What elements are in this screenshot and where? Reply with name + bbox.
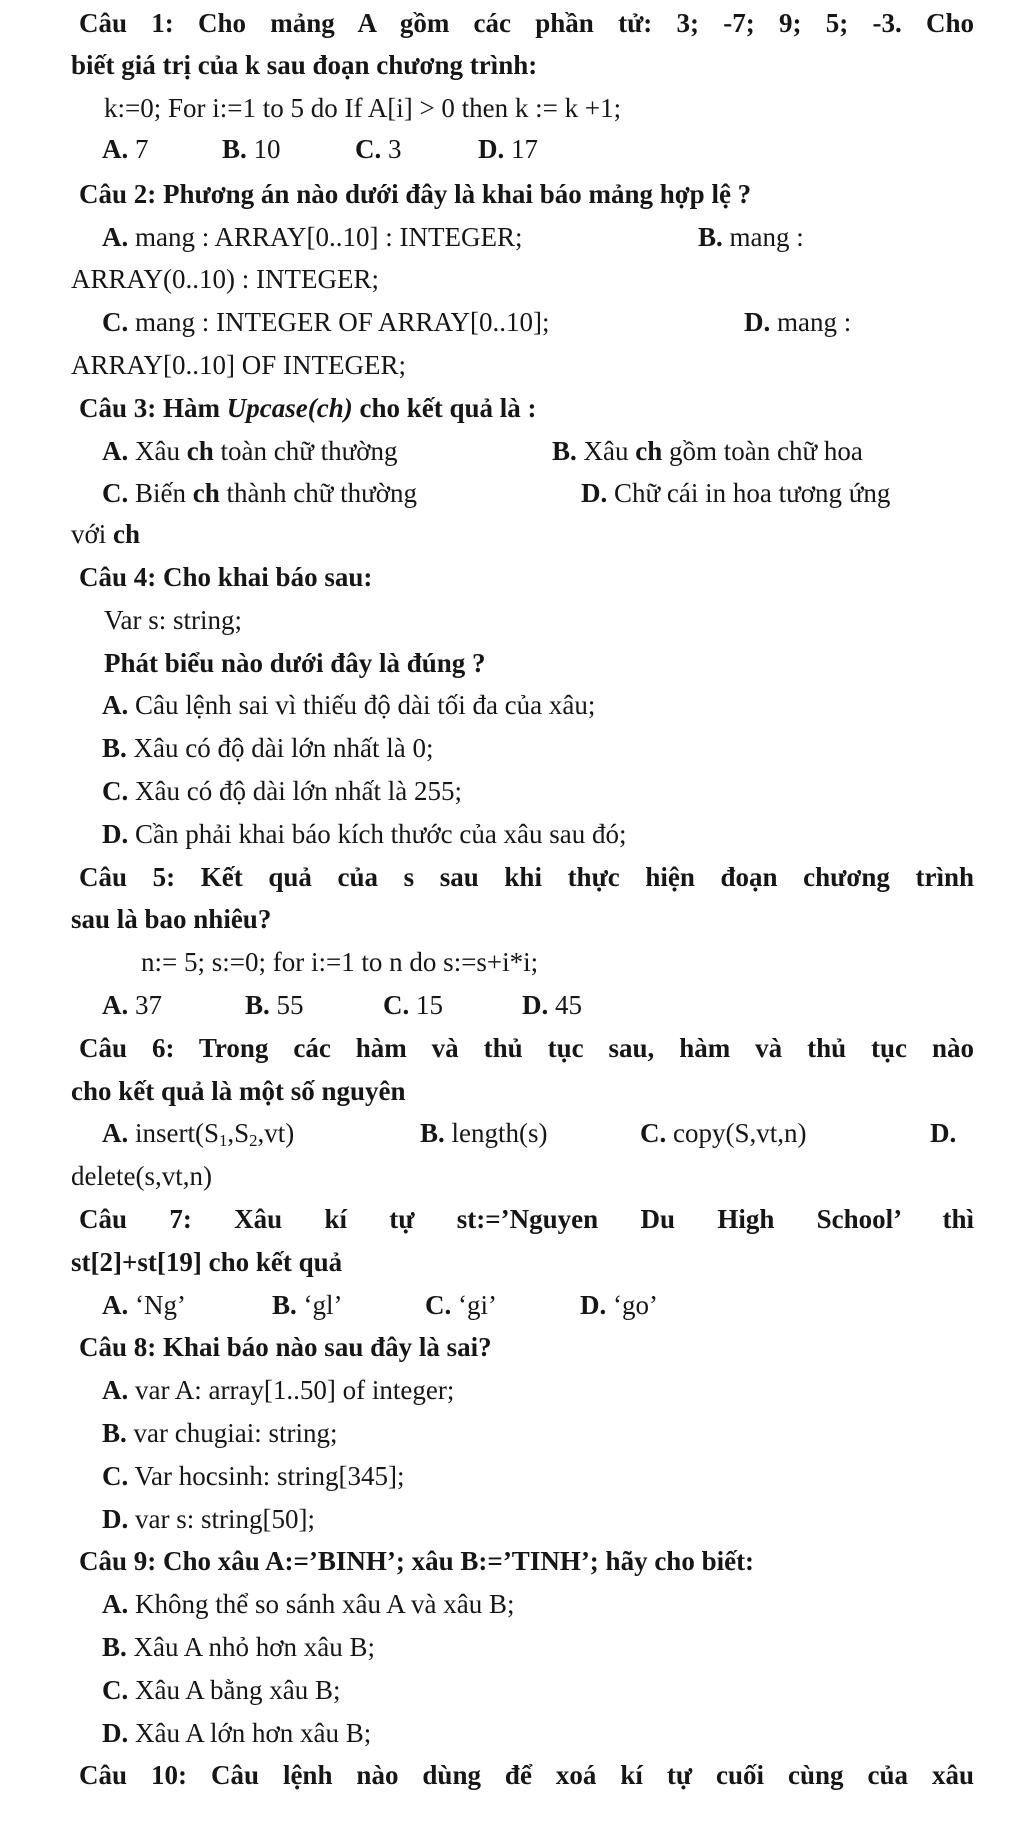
q2-option-b: B. mang : [698,222,804,252]
q7-stem-line-1: Câu 7: Xâu kí tự st:=’Nguyen Du High School’ thì [79,1204,974,1234]
q4-option-c: C. Xâu có độ dài lớn nhất là 255; [102,776,462,806]
q1-option-c: C. 3 [355,134,402,164]
q6-option-d-continued: delete(s,vt,n) [71,1161,212,1191]
q7-option-b: B. ‘gl’ [272,1290,343,1320]
q4-option-d: D. Cần phải khai báo kích thước của xâu sau đó; [102,819,627,849]
q3-stem: Câu 3: Hàm Upcase(ch) cho kết quả là : [79,393,537,423]
q7-stem-line-2: st[2]+st[19] cho kết quả [71,1247,343,1277]
q5-stem-line-1: Câu 5: Kết quả của s sau khi thực hiện đoạn chương trình [79,862,974,892]
q1-code: k:=0; For i:=1 to 5 do If A[i] > 0 then k := k +1; [104,93,622,123]
q5-option-d: D. 45 [522,990,582,1020]
q2-stem: Câu 2: Phương án nào dưới đây là khai báo mảng hợp lệ ? [79,179,752,209]
q5-stem-line-2: sau là bao nhiêu? [71,904,272,934]
q7-option-a: A. ‘Ng’ [102,1290,186,1320]
q7-option-c: C. ‘gi’ [425,1290,497,1320]
q1-option-b: B. 10 [222,134,281,164]
q1-option-d: D. 17 [478,134,538,164]
q6-option-a: A. $insert(S_1,S_2,vt)$ [102,1118,295,1150]
q5-option-b: B. 55 [245,990,304,1020]
q3-option-c: C. Biến ch thành chữ thường [102,478,418,508]
q3-option-b: B. Xâu ch gồm toàn chữ hoa [552,436,863,466]
q2-option-b-continued: ARRAY(0..10) : INTEGER; [71,264,379,294]
q4-option-a: A. Câu lệnh sai vì thiếu độ dài tối đa của xâu; [102,690,596,720]
q9-option-a: A. Không thể so sánh xâu A và xâu B; [102,1589,515,1619]
q8-stem: Câu 8: Khai báo nào sau đây là sai? [79,1332,492,1362]
q3-option-d-continued: với ch [71,519,141,549]
q6-option-d: D. [930,1118,957,1148]
q8-option-b: B. var chugiai: string; [102,1418,338,1448]
q9-option-c: C. Xâu A bằng xâu B; [102,1675,341,1705]
q2-option-d: D. mang : [744,307,852,337]
q4-code: Var s: string; [104,605,242,635]
q8-option-a: A. var A: array[1..50] of integer; [102,1375,455,1405]
q1-stem-line-2: biết giá trị của k sau đoạn chương trình: [71,50,538,80]
q7-option-d: D. ‘go’ [580,1290,658,1320]
q6-option-b: B. length(s) [420,1118,548,1148]
q6-option-c: C. copy(S,vt,n) [640,1118,807,1148]
q1-stem-line-1: Câu 1: Cho mảng A gồm các phần tử: 3; -7; 9; 5; -3. Cho [79,8,974,38]
q1-option-a: A. 7 [102,134,149,164]
q3-option-d: D. Chữ cái in hoa tương ứng [581,478,891,508]
q9-option-b: B. Xâu A nhỏ hơn xâu B; [102,1632,376,1662]
q4-stem: Câu 4: Cho khai báo sau: [79,562,373,592]
q9-option-d: D. Xâu A lớn hơn xâu B; [102,1718,372,1748]
q3-option-a: A. Xâu ch toàn chữ thường [102,436,398,466]
q2-option-d-continued: ARRAY[0..10] OF INTEGER; [71,350,407,380]
q2-option-c: C. mang : INTEGER OF ARRAY[0..10]; [102,307,550,337]
q5-option-c: C. 15 [383,990,443,1020]
q10-stem: Câu 10: Câu lệnh nào dùng để xoá kí tự cuối cùng của xâu [79,1760,974,1790]
q4-question: Phát biểu nào dưới đây là đúng ? [104,648,486,678]
q6-stem-line-2: cho kết quả là một số nguyên [71,1076,406,1106]
q2-option-a: A. mang : ARRAY[0..10] : INTEGER; [102,222,523,252]
q6-stem-line-1: Câu 6: Trong các hàm và thủ tục sau, hàm và thủ tục nào [79,1033,974,1063]
q8-option-d: D. var s: string[50]; [102,1504,315,1534]
q8-option-c: C. Var hocsinh: string[345]; [102,1461,405,1491]
q4-option-b: B. Xâu có độ dài lớn nhất là 0; [102,733,434,763]
q9-stem: Câu 9: Cho xâu A:=’BINH’; xâu B:=’TINH’; hãy cho biết: [79,1546,755,1576]
q5-option-a: A. 37 [102,990,162,1020]
q5-code: n:= 5; s:=0; for i:=1 to n do s:=s+i*i; [141,947,539,977]
